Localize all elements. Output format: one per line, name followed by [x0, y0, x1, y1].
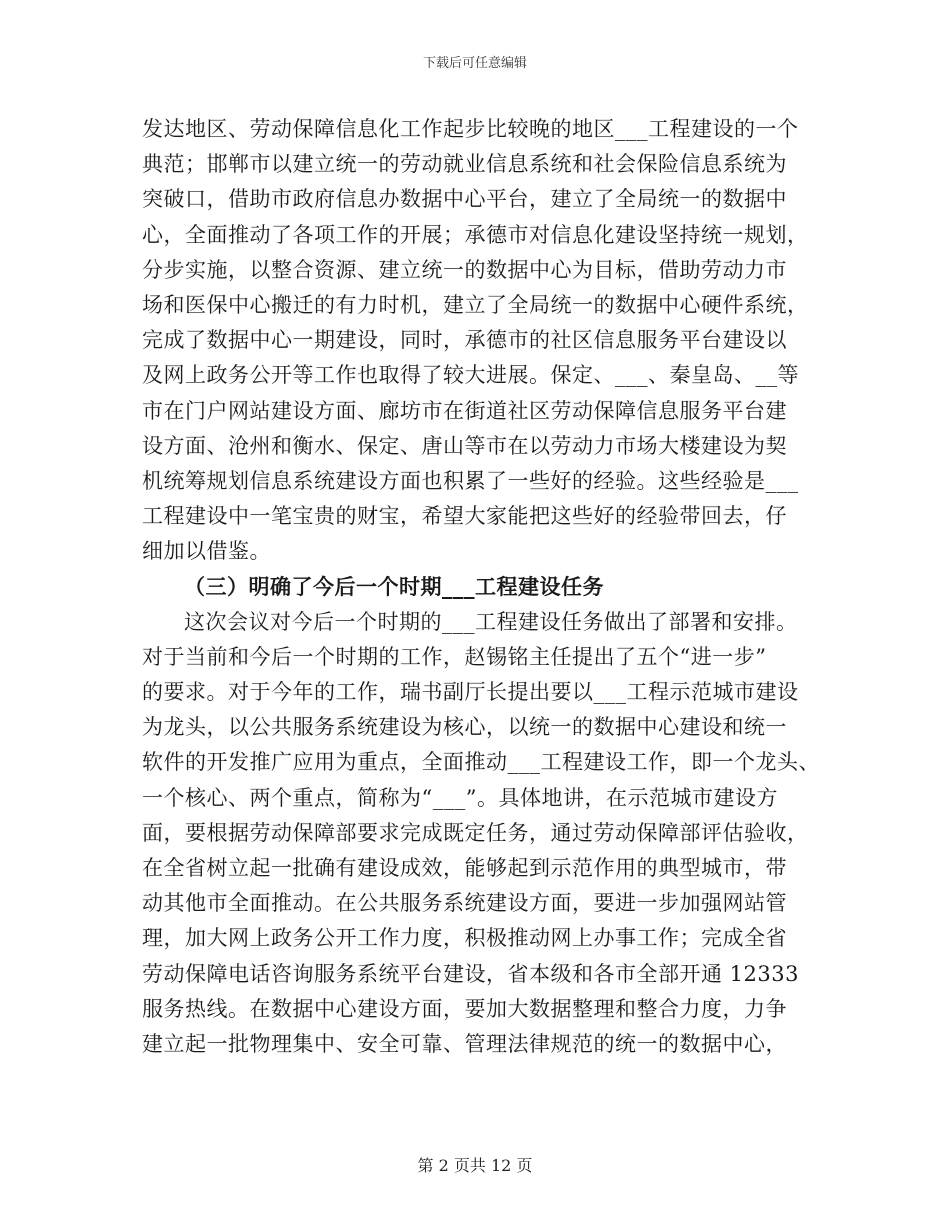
paragraph: [142, 112, 822, 569]
paragraph: [142, 605, 822, 1062]
text-line: 服务热线。在数据中心建设方面，要加大数据整理和整合力度，力争: [142, 996, 787, 1021]
text-line: 分步实施，以整合资源、建立统一的数据中心为目标，借助劳动力市: [142, 257, 787, 282]
text-line: 这次会议对今后一个时期的___工程建设任务做出了部署和安排。: [184, 609, 798, 634]
text-line: 完成了数据中心一期建设，同时，承德市的社区信息服务平台建设以: [142, 328, 787, 353]
text-line: 在全省树立起一批确有建设成效，能够起到示范作用的典型城市，带: [142, 855, 787, 880]
text-line: 的要求。对于今年的工作，瑞书副厅长提出要以___工程示范城市建设: [142, 680, 799, 704]
section-heading: （三）明确了今后一个时期___工程建设任务: [184, 574, 604, 600]
document-body: [142, 112, 822, 1062]
text-line: 工程建设中一笔宝贵的财宝，希望大家能把这些好的经验带回去，仔: [142, 504, 787, 529]
text-line: 软件的开发推广应用为重点，全面推动___工程建设工作，即一个龙头、: [142, 750, 820, 775]
text-line: 细加以借鉴。: [142, 539, 271, 564]
text-line: 建立起一批物理集中、安全可靠、管理法律规范的统一的数据中心，: [142, 1031, 787, 1056]
text-line: 为龙头，以公共服务系统建设为核心，以统一的数据中心建设和统一: [142, 715, 787, 740]
text-line: 一个核心、两个重点，简称为“___”。具体地讲，在示范城市建设方: [142, 785, 778, 810]
text-line: 及网上政务公开等工作也取得了较大进展。保定、___、秦皇岛、__等: [142, 363, 799, 388]
text-line: 典范；邯郸市以建立统一的劳动就业信息系统和社会保险信息系统为: [142, 152, 787, 177]
text-line: 发达地区、劳动保障信息化工作起步比较晚的地区___工程建设的一个: [142, 117, 799, 141]
text-line: 理，加大网上政务公开工作力度，积极推动网上办事工作；完成全省: [142, 926, 787, 951]
text-line: 场和医保中心搬迁的有力时机，建立了全局统一的数据中心硬件系统，: [142, 292, 809, 317]
text-line: 心，全面推动了各项工作的开展；承德市对信息化建设坚持统一规划，: [142, 222, 809, 247]
text-line: 面，要根据劳动保障部要求完成既定任务，通过劳动保障部评估验收，: [142, 820, 809, 845]
text-line: 市在门户网站建设方面、廊坊市在街道社区劳动保障信息服务平台建: [142, 398, 787, 423]
text-line: 动其他市全面推动。在公共服务系统建设方面，要进一步加强网站管: [142, 891, 787, 916]
text-line: 机统筹规划信息系统建设方面也积累了一些好的经验。这些经验是___: [142, 468, 799, 493]
text-line: 设方面、沧州和衡水、保定、唐山等市在以劳动力市场大楼建设为契: [142, 433, 787, 458]
page-header: 下载后可任意编辑: [422, 56, 527, 71]
text-line: 劳动保障电话咨询服务系统平台建设，省本级和各市全部开通 12333: [142, 961, 799, 986]
text-line: 突破口，借助市政府信息办数据中心平台，建立了全局统一的数据中: [142, 187, 787, 212]
page-footer: 第 2 页共 12 页: [417, 1156, 533, 1175]
text-line: 对于当前和今后一个时期的工作，赵锡铭主任提出了五个“进一步”: [142, 644, 767, 669]
